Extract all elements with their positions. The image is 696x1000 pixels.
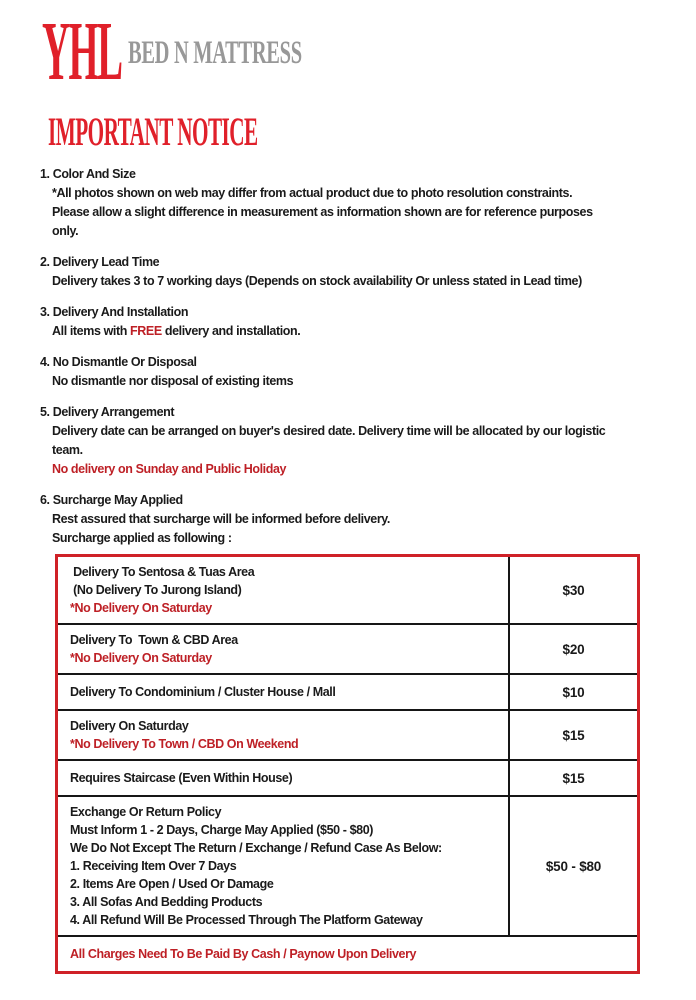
text-segment: Exchange Or Return Policy: [70, 805, 222, 819]
surcharge-table-row: [58, 711, 637, 761]
red-text-segment: *No Delivery On Saturday: [70, 601, 212, 615]
surcharge-line: [70, 563, 500, 581]
notice-title: 4. No Dismantle Or Disposal: [40, 355, 197, 369]
surcharge-table-row: [58, 675, 637, 711]
notice-title: 1. Color And Size: [40, 167, 136, 181]
red-text-segment: *No Delivery On Saturday: [70, 651, 212, 665]
surcharge-table: [55, 554, 640, 974]
notice-line: [40, 372, 696, 391]
surcharge-description-cell: [58, 675, 510, 709]
text-segment: Delivery date can be arranged on buyer's desired date. Delivery time will be allocated by our logistic: [52, 424, 606, 438]
logo-abbr-text: YHL: [42, 5, 122, 98]
notice-list: [40, 165, 696, 548]
text-segment: 4. All Refund Will Be Processed Through The Platform Gateway: [70, 913, 423, 927]
notice-line: [40, 222, 696, 241]
text-segment: Requires Staircase (Even Within House): [70, 771, 293, 785]
notice-title: 6. Surcharge May Applied: [40, 493, 183, 507]
notice-item: [40, 253, 696, 291]
text-segment: Rest assured that surcharge will be informed before delivery.: [52, 512, 390, 526]
text-segment: All items with: [52, 324, 131, 338]
text-segment: only.: [52, 224, 79, 238]
surcharge-line: [70, 735, 500, 753]
surcharge-line: [70, 599, 500, 617]
payment-note-text: All Charges Need To Be Paid By Cash / Paynow Upon Delivery: [70, 947, 417, 961]
red-text-segment: FREE: [130, 324, 162, 338]
text-segment: delivery and installation.: [161, 324, 301, 338]
notice-line: [40, 422, 696, 441]
notice-line: [40, 460, 696, 479]
payment-note: [58, 937, 637, 971]
surcharge-description-cell: [58, 711, 510, 759]
notice-line: [40, 184, 696, 203]
text-segment: We Do Not Except The Return / Exchange / Refund Case As Below:: [70, 841, 442, 855]
notice-item: [40, 353, 696, 391]
surcharge-table-row: [58, 797, 637, 937]
surcharge-price-cell: $15: [562, 727, 585, 743]
text-segment: team.: [52, 443, 83, 457]
text-segment: 3. All Sofas And Bedding Products: [70, 895, 263, 909]
surcharge-description-cell: [58, 625, 510, 673]
surcharge-table-row: [58, 625, 637, 675]
surcharge-price-cell: $30: [562, 582, 585, 598]
surcharge-line: [70, 821, 500, 839]
surcharge-price-cell: $20: [562, 641, 585, 657]
text-segment: 2. Items Are Open / Used Or Damage: [70, 877, 274, 891]
notice-title: 2. Delivery Lead Time: [40, 255, 160, 269]
notice-item: [40, 165, 696, 241]
red-text-segment: *No Delivery To Town / CBD On Weekend: [70, 737, 299, 751]
text-segment: No dismantle nor disposal of existing items: [52, 374, 294, 388]
surcharge-line: [70, 857, 500, 875]
red-text-segment: No delivery on Sunday and Public Holiday: [52, 462, 287, 476]
text-segment: Surcharge applied as following :: [52, 531, 232, 545]
surcharge-line: [70, 631, 500, 649]
text-segment: 1. Receiving Item Over 7 Days: [70, 859, 237, 873]
surcharge-line: [70, 683, 500, 701]
text-segment: Delivery On Saturday: [70, 719, 189, 733]
text-segment: Delivery To Sentosa & Tuas Area: [70, 565, 255, 579]
logo: [42, 5, 696, 98]
notice-item: [40, 303, 696, 341]
surcharge-line: [70, 875, 500, 893]
surcharge-line: [70, 839, 500, 857]
surcharge-line: [70, 649, 500, 667]
surcharge-price-cell: $15: [562, 770, 585, 786]
text-segment: Delivery To Town & CBD Area: [70, 633, 238, 647]
surcharge-line: [70, 769, 500, 787]
surcharge-line: [70, 803, 500, 821]
notice-title: 5. Delivery Arrangement: [40, 405, 175, 419]
surcharge-line: [70, 911, 500, 929]
surcharge-price-cell: $10: [562, 684, 585, 700]
surcharge-line: [70, 717, 500, 735]
surcharge-line: [70, 893, 500, 911]
logo-brand-text: BED N MATTRESS: [128, 35, 302, 71]
notice-line: [40, 322, 696, 341]
notice-line: [40, 529, 696, 548]
surcharge-price-cell: $50 - $80: [545, 858, 602, 874]
surcharge-table-row: [58, 761, 637, 797]
notice-title: 3. Delivery And Installation: [40, 305, 189, 319]
notice-item: [40, 403, 696, 479]
surcharge-description-cell: [58, 557, 510, 623]
table-footer-row: [58, 937, 637, 971]
notice-line: [40, 203, 696, 222]
notice-line: [40, 510, 696, 529]
notice-line: [40, 272, 696, 291]
text-segment: Delivery To Condominium / Cluster House / Mall: [70, 685, 336, 699]
notice-line: [40, 441, 696, 460]
surcharge-description-cell: [58, 761, 510, 795]
text-segment: Must Inform 1 - 2 Days, Charge May Applied ($50 - $80): [70, 823, 374, 837]
text-segment: Please allow a slight difference in measurement as information shown are for reference purposes: [52, 205, 593, 219]
surcharge-description-cell: [58, 797, 510, 935]
text-segment: *All photos shown on web may differ from actual product due to photo resolution constraints.: [52, 186, 573, 200]
surcharge-table-row: [58, 557, 637, 625]
text-segment: Delivery takes 3 to 7 working days (Depends on stock availability Or unless stated in Lead time): [52, 274, 582, 288]
text-segment: (No Delivery To Jurong Island): [70, 583, 242, 597]
surcharge-line: [70, 581, 500, 599]
notice-item: [40, 491, 696, 548]
page-title: IMPORTANT NOTICE: [48, 109, 258, 154]
